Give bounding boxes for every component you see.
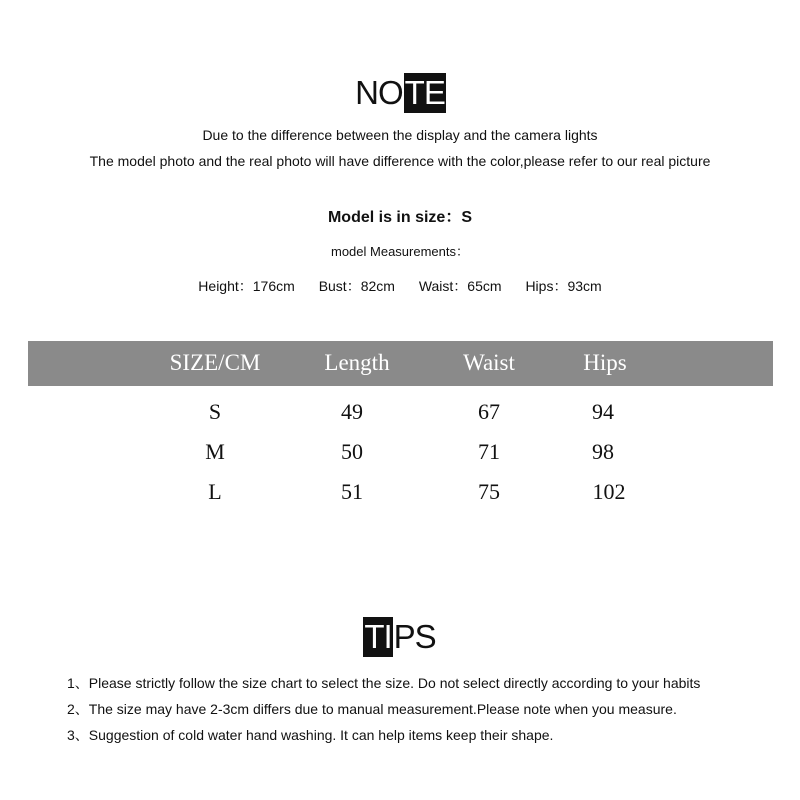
- row-s-hips: 94: [592, 399, 614, 424]
- tip-item-2: 2、The size may have 2-3cm differs due to manual measurement.Please note when you measure.: [67, 701, 677, 717]
- row-m-length: 50: [341, 439, 363, 464]
- row-m-hips: 98: [592, 439, 614, 464]
- measurement-hips: Hips：93cm: [525, 278, 602, 294]
- header-length: Length: [324, 350, 390, 375]
- header-hips: Hips: [583, 350, 627, 375]
- tips-heading: [0, 617, 800, 657]
- size-table-header: [28, 341, 773, 386]
- model-measurements: [0, 276, 800, 296]
- header-size: SIZE/CM: [169, 350, 261, 375]
- row-l-size: L: [208, 479, 222, 504]
- note-heading: [0, 73, 800, 113]
- row-l-length: 51: [341, 479, 363, 504]
- tip-item-1: 1、Please strictly follow the size chart to select the size. Do not select directly according to your habits: [67, 675, 701, 691]
- tips-heading-plain: PS: [393, 618, 436, 655]
- measurement-waist: Waist：65cm: [418, 278, 502, 294]
- header-waist: Waist: [463, 350, 515, 375]
- row-m-size: M: [205, 439, 225, 464]
- row-s-waist: 67: [478, 399, 500, 424]
- model-measurements-title: model Measurements：: [331, 244, 469, 259]
- measurement-bust: Bust：82cm: [318, 278, 395, 294]
- row-m-waist: 71: [478, 439, 500, 464]
- notice-line-2: The model photo and the real photo will have difference with the color,please refer to our real picture: [89, 153, 711, 169]
- row-l-hips: 102: [592, 479, 626, 504]
- tip-item-3: 3、Suggestion of cold water hand washing. It can help items keep their shape.: [67, 727, 554, 743]
- row-s-size: S: [208, 399, 222, 424]
- note-heading-plain: NO: [355, 74, 403, 111]
- model-size: Model is in size：S: [327, 209, 473, 226]
- notice-line-1: Due to the difference between the display and the camera lights: [202, 127, 598, 143]
- row-s-length: 49: [341, 399, 363, 424]
- tips-heading-inverted: TI: [364, 618, 392, 655]
- row-l-waist: 75: [478, 479, 500, 504]
- measurement-height: Height：176cm: [198, 278, 295, 294]
- note-heading-inverted: TE: [404, 74, 445, 111]
